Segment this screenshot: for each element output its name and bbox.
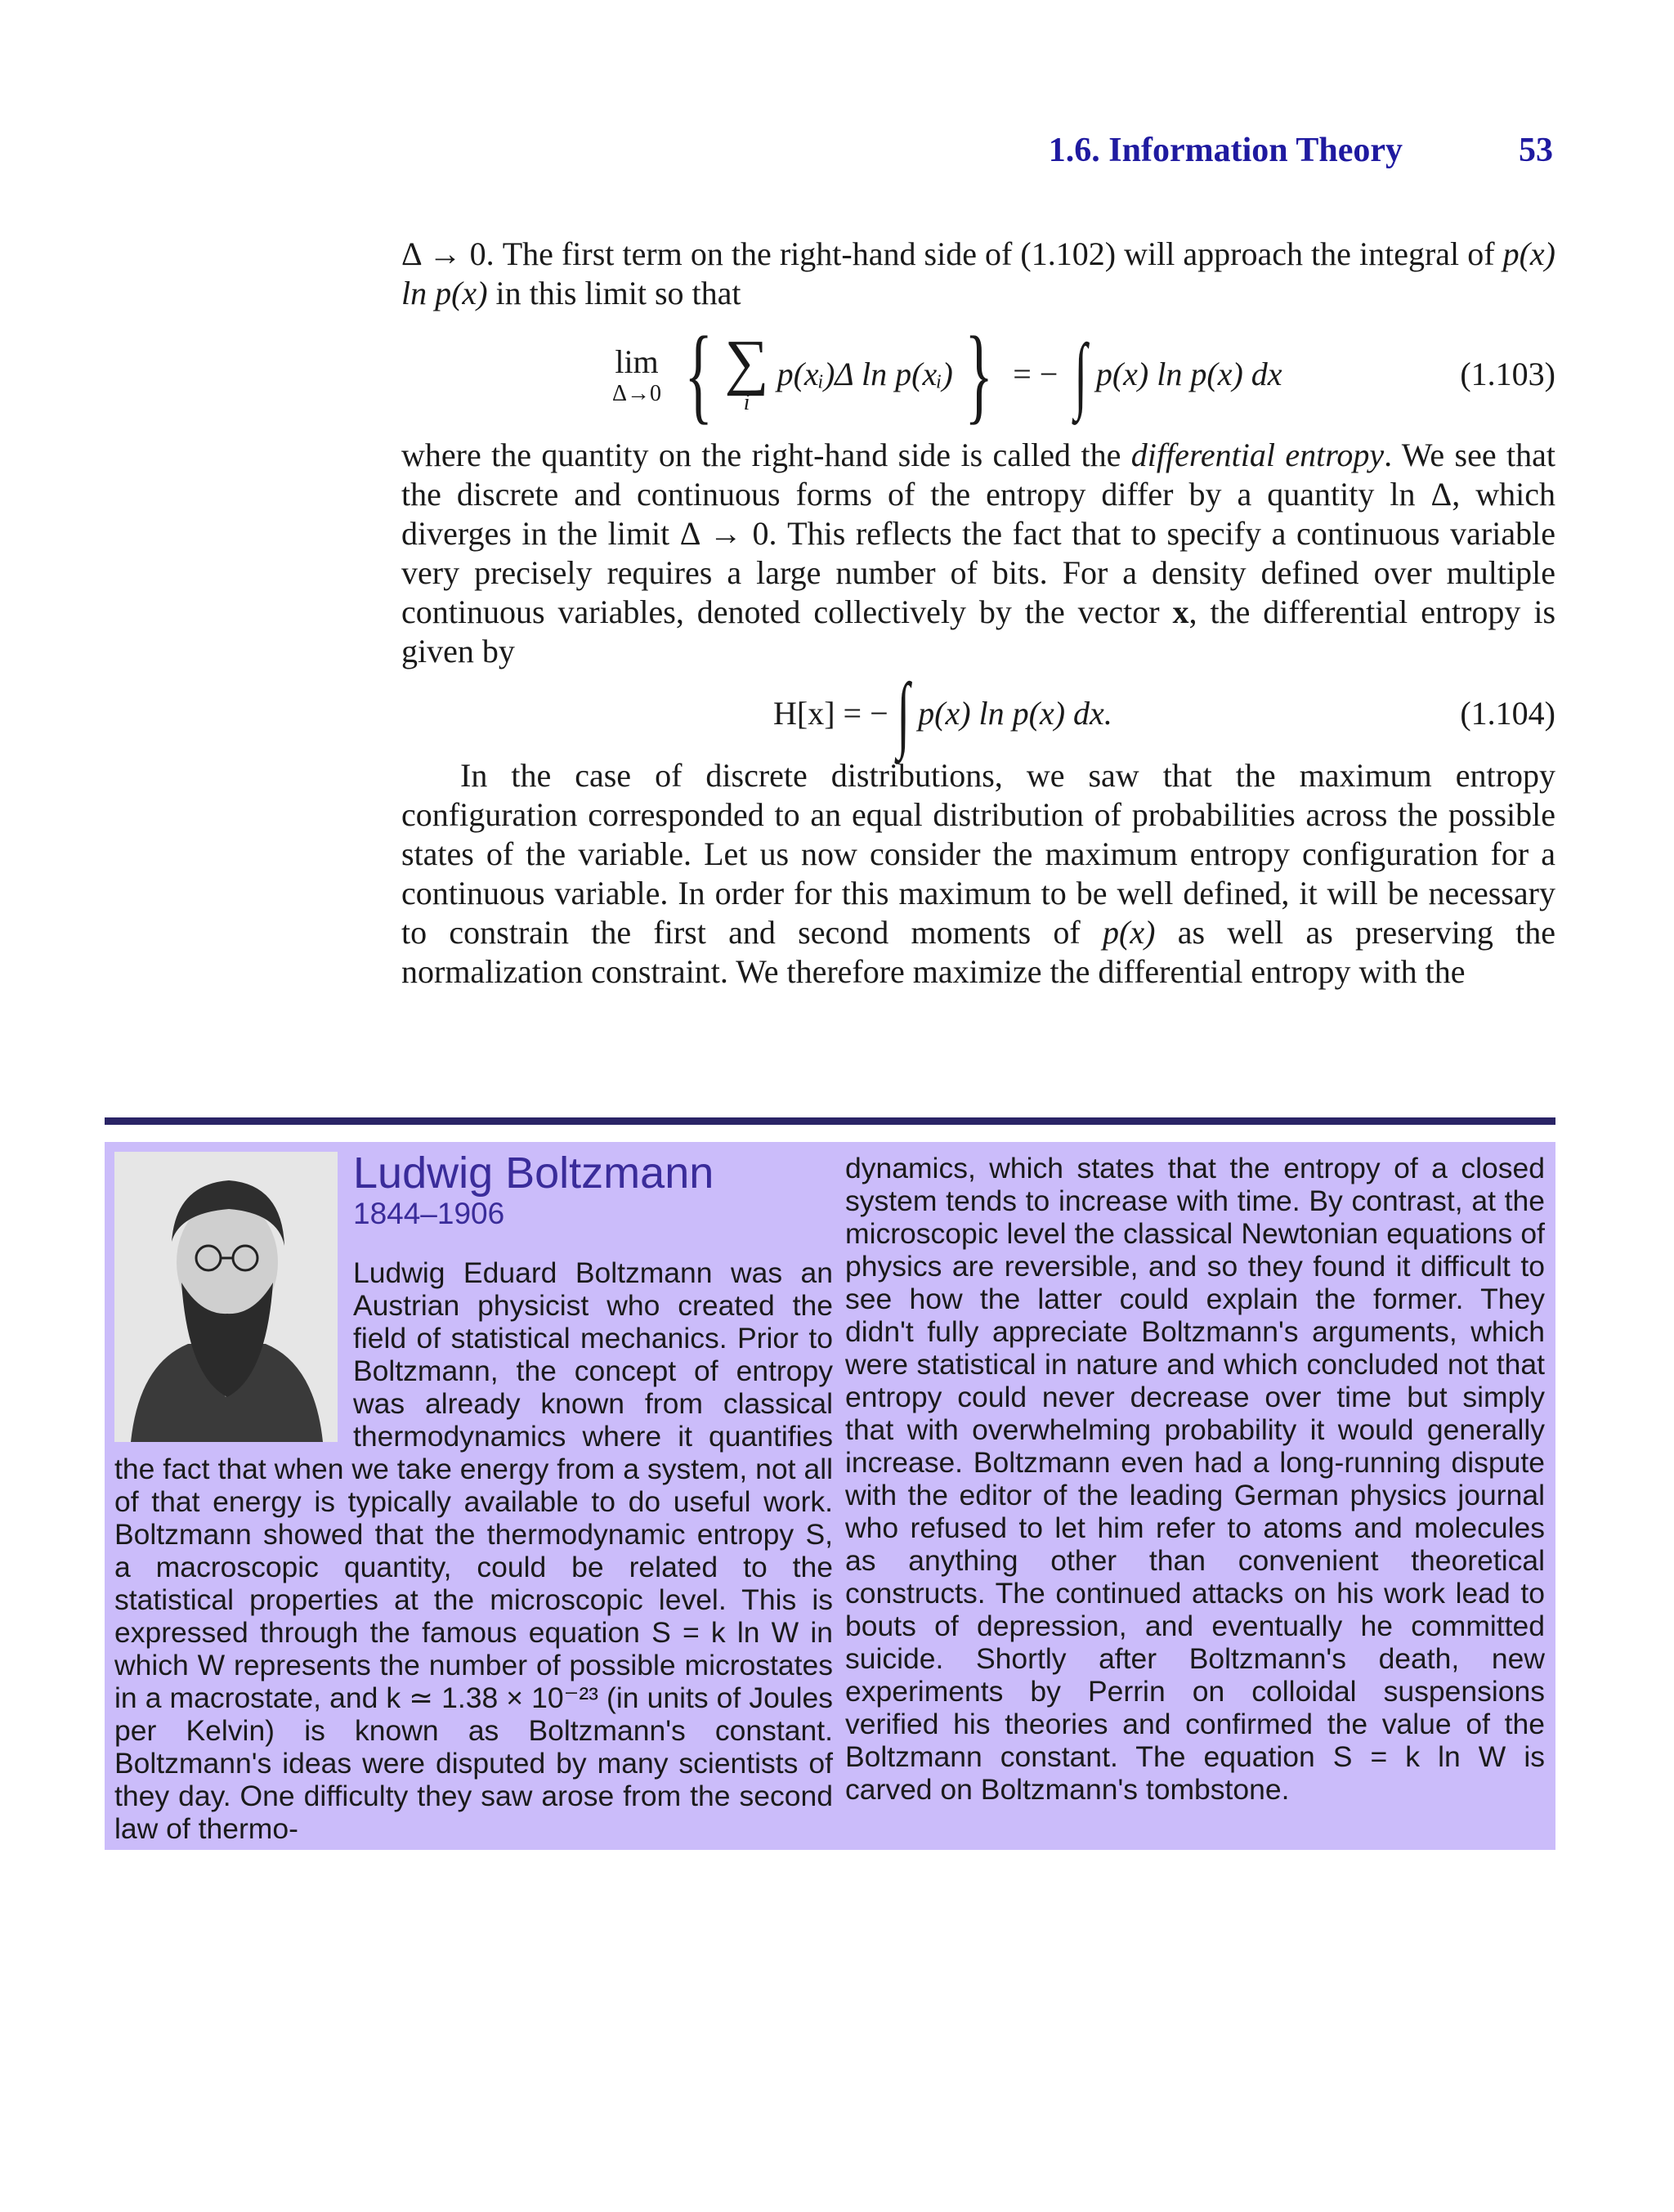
page-number: 53 <box>1519 132 1553 169</box>
left-brace: { <box>684 314 714 434</box>
bio-left-text: Ludwig Eduard Boltzmann was an Austrian physicist who created the field of statistical mechanics. Prior to Boltzmann, the concept of entropy was already known from classical thermodynamics where it quantifies the fact that when we take energy from a system, not all of that energy is typically available to do useful work. Boltzmann showed that the thermodynamic entropy S, a macroscopic quantity, could be related to the statistical properties at the microscopic level. This is expressed through the famous equation S = k ln W in which W represents the number of possible microstates in a macrostate, and k ≃ 1.38 × 10⁻²³ (in units of Joules per Kelvin) is known as Boltzmann's constant. Boltzmann's ideas were disputed by many scientists of they day. One difficulty they saw arose from the second law of thermo- <box>114 1256 833 1845</box>
bio-name: Ludwig Boltzmann <box>353 1149 714 1198</box>
equation-1-103: lim Δ→0 { ∑ i p(xᵢ)Δ ln p(xᵢ) } = − ∫ p(x) ln p(x) dx (1.103) <box>612 314 1555 434</box>
equation-1-104: H[x] = − ∫ p(x) ln p(x) dx. (1.104) <box>773 666 1555 760</box>
integral-sign: ∫ <box>1074 327 1088 421</box>
right-brace: } <box>965 314 993 434</box>
main-text <box>401 235 1555 992</box>
bio-column-left <box>114 1256 833 1845</box>
paragraph-3: In the case of discrete distributions, we saw that the maximum entropy configuration corresponded to an equal distribution of probabilities across the possible states of the variable. Let us now consider the maximum entropy configuration for a continuous variable. In order for this maximum to be well defined, it will be necessary to constrain the first and second moments of p(x) as well as preserving the normalization constraint. We therefore maximize the differential entropy with the <box>401 757 1556 990</box>
running-header-section: 1.6. Information Theory <box>1048 132 1403 169</box>
biography-box <box>105 1142 1555 1850</box>
integral-sign: ∫ <box>897 666 910 760</box>
paragraph-2: where the quantity on the right-hand side is called the differential entropy. We see that the discrete and continuous forms of the entropy differ by a quantity ln Δ, which diverges in the limit Δ → 0. This reflects the fact that to specify a continuous variable very precisely requires a large number of bits. For a density defined over multiple continuous variables, denoted collectively by the vector x, the differential entropy is given by <box>401 437 1556 669</box>
equation-number: (1.103) <box>1460 356 1555 392</box>
equation-number: (1.104) <box>1460 695 1555 732</box>
bio-right-text: dynamics, which states that the entropy of a closed system tends to increase with time. By contrast, at the microscopic level the classical Newtonian equations of physics are reversible, and so they found it difficult to see how the latter could explain the former. They didn't fully appreciate Boltzmann's arguments, which were statistical in nature and which concluded not that entropy could never decrease over time but simply that with overwhelming probability it would generally increase. Boltzmann even had a long-running dispute with the editor of the leading German physics journal who refused to let him refer to atoms and molecules as anything other than convenient theoretical constructs. The continued attacks on his work lead to bouts of depression, and eventually he committed suicide. Shortly after Boltzmann's death, new experiments by Perrin on colloidal suspensions verified his theories and confirmed the value of the Boltzmann constant. The equation S = k ln W is carved on Boltzmann's tombstone. <box>845 1152 1545 1806</box>
bio-column-right <box>845 1152 1545 1806</box>
paragraph-1: Δ → 0. The first term on the right-hand side of (1.102) will approach the integral of p(x) ln p(x) in this limit so that <box>401 235 1555 311</box>
biography-top-rule <box>105 1117 1555 1125</box>
bio-years: 1844–1906 <box>353 1197 505 1230</box>
